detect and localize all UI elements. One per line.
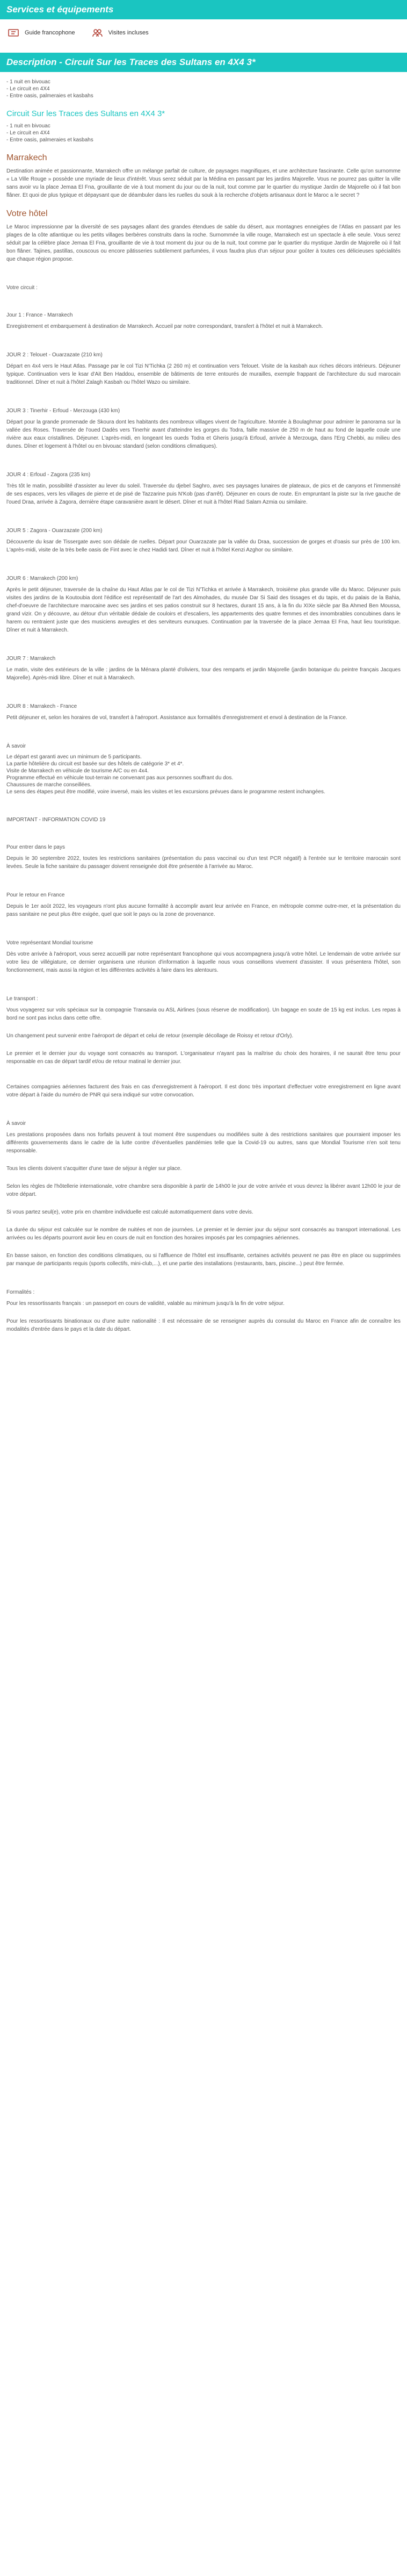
day-3 bbox=[6, 408, 401, 450]
day-title: JOUR 6 : Marrakech (200 km) bbox=[6, 576, 78, 582]
day-2 bbox=[6, 352, 401, 386]
service-visits bbox=[91, 28, 149, 38]
votre-hotel-heading: Votre hôtel bbox=[6, 209, 48, 218]
service-guide-label: Guide francophone bbox=[25, 30, 75, 36]
rep-title: Votre représentant Mondial tourisme bbox=[6, 940, 93, 946]
savoir-title: À savoir bbox=[6, 743, 26, 749]
circuit-title: Circuit Sur les Traces des Sultans en 4X4 3* bbox=[6, 109, 165, 118]
description-section bbox=[0, 53, 407, 1358]
day-text: Après le petit déjeuner, traversée de la chaîne du Haut Atlas par le col de Tizi N'Tichka et arrivée à Marrakech, troisième plus grande ville du Maroc. Déjeuner puis visites des jardins de la Koutoubia dont l'édifice est représentatif de l'art des Almohades, du musée Dar Si Said des tissages et du tapis, et du palais de la Bahia, chef-d'oeuvre de l'architecture marocaine avec ses jardins et ses patios construit sur 8 hectares, durant 15 ans, à la fin du XIXe siècle par Ba Ahmed Ben Moussa, grand vizir. On y découvre, au détour d'un véritable dédale de couloirs et d'escaliers, les appartements des quatre femmes et des innombrables concubines dans le harem ou rentraient juste que des musiciens aveugles et des serviteurs eunuques. Continuation par la traversée de la place Jemaa El Fna, haut lieu touristique. Dîner et nuit à Marrakech. bbox=[6, 587, 401, 633]
description-heading: Description - Circuit Sur les Traces des Sultans en 4X4 3* bbox=[0, 53, 407, 72]
savoir-line: Le départ est garanti avec un minimum de 5 participants. bbox=[6, 754, 142, 760]
transport-text: Vous voyagerez sur vols spéciaux sur la compagnie Transavia ou ASL Airlines (sous réserve de modification). Un bagage en soute de 15 kg est inclus. Les repas à bord ne sont pas inclus dans cette offre. bbox=[6, 1007, 401, 1021]
day-text: Départ en 4x4 vers le Haut Atlas. Passage par le col Tizi N'Tichka (2 260 m) et continuation vers Telouet. Visite de la kasbah aux riches décors intérieurs. Déjeuner typique. Continuation vers le ksar d'Ait Ben Haddou, ensemble de bâtiments de terre entourés de murailles, exemple frappant de l'architecture du sud marocain traditionnel. Dîner et nuit à l'hôtel Zalagh Kasbah ou l'hôtel Wazo ou similaire. bbox=[6, 363, 401, 385]
votre-circuit-label: Votre circuit : bbox=[6, 285, 38, 291]
day-title: JOUR 5 : Zagora - Ouarzazate (200 km) bbox=[6, 528, 103, 534]
visits-icon bbox=[91, 28, 103, 38]
savoir-line: La partie hôtelière du circuit est basée sur des hôtels de catégorie 3* et 4*. bbox=[6, 761, 184, 767]
service-visits-label: Visites incluses bbox=[108, 30, 149, 36]
savoir-line: Chaussures de marche conseillées. bbox=[6, 782, 92, 788]
covid-entry-title: Pour entrer dans le pays bbox=[6, 844, 65, 850]
savoir-line: Visite de Marrakech en véhicule de tourisme A/C ou en 4x4. bbox=[6, 768, 149, 774]
intro2-line: - Entre oasis, palmeraies et kasbahs bbox=[6, 137, 93, 143]
marrakech-heading: Marrakech bbox=[6, 153, 47, 162]
service-guide bbox=[8, 28, 75, 38]
formalites-text: Pour les ressortissants français : un passeport en cours de validité, valable au minimum jusqu'à la fin de votre séjour. bbox=[6, 1301, 285, 1307]
savoir2-text: Si vous partez seul(e), votre prix en chambre individuelle est calculé automatiquement dans votre devis. bbox=[6, 1209, 253, 1215]
savoir2-title: À savoir bbox=[6, 1121, 26, 1126]
intro-line: - Le circuit en 4X4 bbox=[6, 86, 50, 92]
day-4 bbox=[6, 472, 401, 506]
day-6 bbox=[6, 576, 401, 634]
rep-text: Dès votre arrivée à l'aéroport, vous serez accueilli par notre représentant francophone qui vous accompagnera jusqu'à votre hôtel. Le lendemain de votre arrivée sur votre lieu de villégiature, ce dernier organisera une réunion d'information à laquelle nous vous conseillons vivement d'assister. Il vous présentera l'hôtel, son fonctionnement, mais aussi la région et les différentes activités à faire dans les alentours. bbox=[6, 951, 401, 973]
savoir2-text: Les prestations proposées dans nos forfaits peuvent à tout moment être suspendues ou modifiées suite à des restrictions sanitaires que pourraient imposer les différents gouvernements dans le cadre de la lutte contre d'éventuelles pandémies telle que la Covid-19 ou autres, sans que Mondial Tourisme n'en soit tenu responsable. bbox=[6, 1132, 401, 1154]
day-title: JOUR 7 : Marrakech bbox=[6, 656, 56, 662]
intro-line: - Entre oasis, palmeraies et kasbahs bbox=[6, 93, 93, 99]
formalites-text: Pour les ressortissants binationaux ou d'une autre nationalité : Il est nécessaire de se renseigner auprès du consulat du Maroc en France afin de connaître les modalités d'entrée dans le pays et la date du départ. bbox=[6, 1318, 401, 1332]
day-text: Départ pour la grande promenade de Skoura dont les habitants des nombreux villages vivent de l'agriculture. Montée à Boulaghmar pour admirer le panorama sur la vallée des Roses. Traversée de l'oued Dadès vers Tinerhir avant d'atteindre les gorges du Todra, faille massive de 250 m de haut au fond de laquelle coule une rivière aux eaux cristallines. Déjeuner. L'après-midi, en longeant les oueds Todra et Gheris jusqu'à Erfoud, arrivée à Merzouga, dans l'Erg Chebbi, au milieu des dunes. Dîner et logement à l'hôtel ou en bivouac standard (selon conditions climatiques). bbox=[6, 419, 401, 449]
intro2-line: - 1 nuit en bivouac bbox=[6, 123, 50, 129]
savoir2-text: Selon les règles de l'hôtellerie internationale, votre chambre sera disponible à partir de 14h00 le jour de votre arrivée et vous devrez la libérer avant 12h00 le jour de votre départ. bbox=[6, 1183, 401, 1197]
intro-line: - 1 nuit en bivouac bbox=[6, 79, 50, 85]
day-title: JOUR 2 : Telouet - Ouarzazate (210 km) bbox=[6, 352, 103, 358]
day-title: JOUR 4 : Erfoud - Zagora (235 km) bbox=[6, 472, 91, 478]
covid-text: Depuis le 1er août 2022, les voyageurs n'ont plus aucune formalité à accomplir avant leur arrivée en France, en métropole comme outre-mer, et la présentation du pass sanitaire ne peut plus être exigée, quel que soit le pays ou la zone de provenance. bbox=[6, 903, 401, 917]
day-text: Très tôt le matin, possibilité d'assister au lever du soleil. Traversée du djebel Saghro, avec ses paysages lunaires de plateaux, de pics et de canyons et l'immensité de ses espaces, vers les villages de pierre et de pisé de Tazzarine puis N'Kob (pas d'arrêt). Déjeuner en cours de route. En empruntant la piste sur la rive gauche de l'oued Draa, arrivée à Zagora, dernière étape caravanière avant le désert. Dîner et nuit à l'hôtel Riad Salam Azmia ou similaire. bbox=[6, 483, 401, 505]
day-5 bbox=[6, 528, 401, 554]
transport-text: Le premier et le dernier jour du voyage sont consacrés au transport. L'organisateur n'ayant pas la maîtrise du choix des horaires, il ne saurait être tenu pour responsable en cas de départ tardif et/ou de retour matinal le dernier jour. bbox=[6, 1051, 401, 1065]
services-section bbox=[0, 0, 407, 53]
day-title: JOUR 3 : Tinerhir - Erfoud - Merzouga (430 km) bbox=[6, 408, 120, 414]
intro2-line: - Le circuit en 4X4 bbox=[6, 130, 50, 136]
day-text: Enregistrement et embarquement à destination de Marrakech. Accueil par notre correspondant, transfert à l'hôtel et nuit à Marrakech. bbox=[6, 324, 323, 329]
savoir2-text: Tous les clients doivent s'acquitter d'une taxe de séjour à régler sur place. bbox=[6, 1166, 182, 1172]
day-8 bbox=[6, 704, 401, 722]
day-1 bbox=[6, 312, 401, 331]
services-list bbox=[0, 19, 407, 53]
savoir2-text: En basse saison, en fonction des conditions climatiques, ou si l'affluence de l'hôtel est insuffisante, certaines activités peuvent ne pas être en place ou supprimées par manque de participants requis (sports collectifs, mini-club,...), et une partie des installations (restaurants, bars, piscine...) peut être fermée. bbox=[6, 1253, 401, 1267]
covid-title: IMPORTANT - INFORMATION COVID 19 bbox=[6, 817, 106, 823]
savoir-line: Le sens des étapes peut être modifié, voire inversé, mais les visites et les excursions prévues dans le programme restent inchangées. bbox=[6, 789, 325, 795]
day-title: Jour 1 : France - Marrakech bbox=[6, 312, 73, 318]
formalites-title: Formalités : bbox=[6, 1289, 35, 1295]
guide-icon bbox=[8, 28, 19, 38]
day-text: Petit déjeuner et, selon les horaires de vol, transfert à l'aéroport. Assistance aux formalités d'enregistrement et envol à destination de la France. bbox=[6, 715, 347, 721]
day-7 bbox=[6, 656, 401, 682]
day-title: JOUR 8 : Marrakech - France bbox=[6, 704, 77, 709]
votre-hotel-text: Le Maroc impressionne par la diversité de ses paysages allant des grandes étendues de sable du désert, aux montagnes enneigées de l'Atlas en passant par les plages de la côte atlantique ou les petits villages berbères construits dans la roche. Surnommée la ville rouge, Marrakech est un spectacle à elle seule. Vous serez séduit par la célèbre place Jemaa El Fna, grouillante de vie à tout moment du jour ou de la nuit, tout comme par le quartier du mystique Jardin de Majorelle où il fait bon flâner. Tajines, pastillas, couscous ou encore pâtisseries subtilement parfumées, il vous faudra plus d'un séjour pour goûter à toutes ces délicieuses spécialités que chaque région propose. bbox=[6, 224, 401, 262]
services-heading: Services et équipements bbox=[0, 0, 407, 19]
covid-france-title: Pour le retour en France bbox=[6, 892, 65, 898]
transport-text: Un changement peut survenir entre l'aéroport de départ et celui de retour (exemple décollage de Roissy et retour d'Orly). bbox=[6, 1033, 294, 1039]
marrakech-text: Destination animée et passionnante, Marrakech offre un mélange parfait de culture, de paysages magnifiques, et une architecture fascinante. Celle qu'on surnomme « La Ville Rouge » possède une myriade de lieux d'intérêt. Vous serez séduit par la Médina en passant par les jardins Majorelle. Vous ne pourrez pas quitter la ville sans avoir vu la place Jemaa El Fna, grouillante de vie à tout moment du jour ou de la nuit, tout comme par le quartier du mystique Jardin de Majorelle où il fait bon flâner. Et quoi de plus typique et dépaysant que de déambuler dans les ruelles du souk à la recherche d'objets artisanaux dont le Maroc a le secret ? bbox=[6, 168, 401, 198]
day-text: Le matin, visite des extérieurs de la ville : jardins de la Ménara planté d'oliviers, tour des remparts et jardin Majorelle (jardin botanique du peintre français Jacques Majorelle). Après-midi libre. Dîner et nuit à Marrakech. bbox=[6, 667, 401, 681]
transport-title: Le transport : bbox=[6, 996, 38, 1002]
transport-text: Certaines compagnies aériennes facturent des frais en cas d'enregistrement à l'aéroport. Il est donc très important d'effectuer votre enregistrement en ligne avant votre départ à l'aide du numéro de PNR qui sera indiqué sur votre convocation. bbox=[6, 1084, 401, 1098]
covid-text: Depuis le 30 septembre 2022, toutes les restrictions sanitaires (présentation du pass vaccinal ou d'un test PCR négatif) à l'entrée sur le territoire marocain sont levées. Seule la fiche sanitaire du passager doivent renseignée doit être présentée à l'arrivée au Maroc. bbox=[6, 856, 401, 870]
savoir-line: Programme effectué en véhicule tout-terrain ne convenant pas aux personnes souffrant du dos. bbox=[6, 775, 234, 781]
day-text: Découverte du ksar de Tissergate avec son dédale de ruelles. Départ pour Ouarzazate par la vallée du Draa, succession de gorges et d'oasis sur près de 100 km. L'après-midi, visite de la très belle oasis de Fint avec le chez Hadidi tard. Dîner et nuit à l'hôtel Kenzi Azghor ou similaire. bbox=[6, 539, 401, 553]
savoir2-text: La durée du séjour est calculée sur le nombre de nuitées et non de journées. Le premier et le dernier jour du séjour sont consacrés au transport international. Les arrivées ou les départs pourront avoir lieu en cours de nuit en fonction des horaires imposés par les compagnies aériennes. bbox=[6, 1227, 401, 1241]
description-content bbox=[0, 72, 407, 1358]
